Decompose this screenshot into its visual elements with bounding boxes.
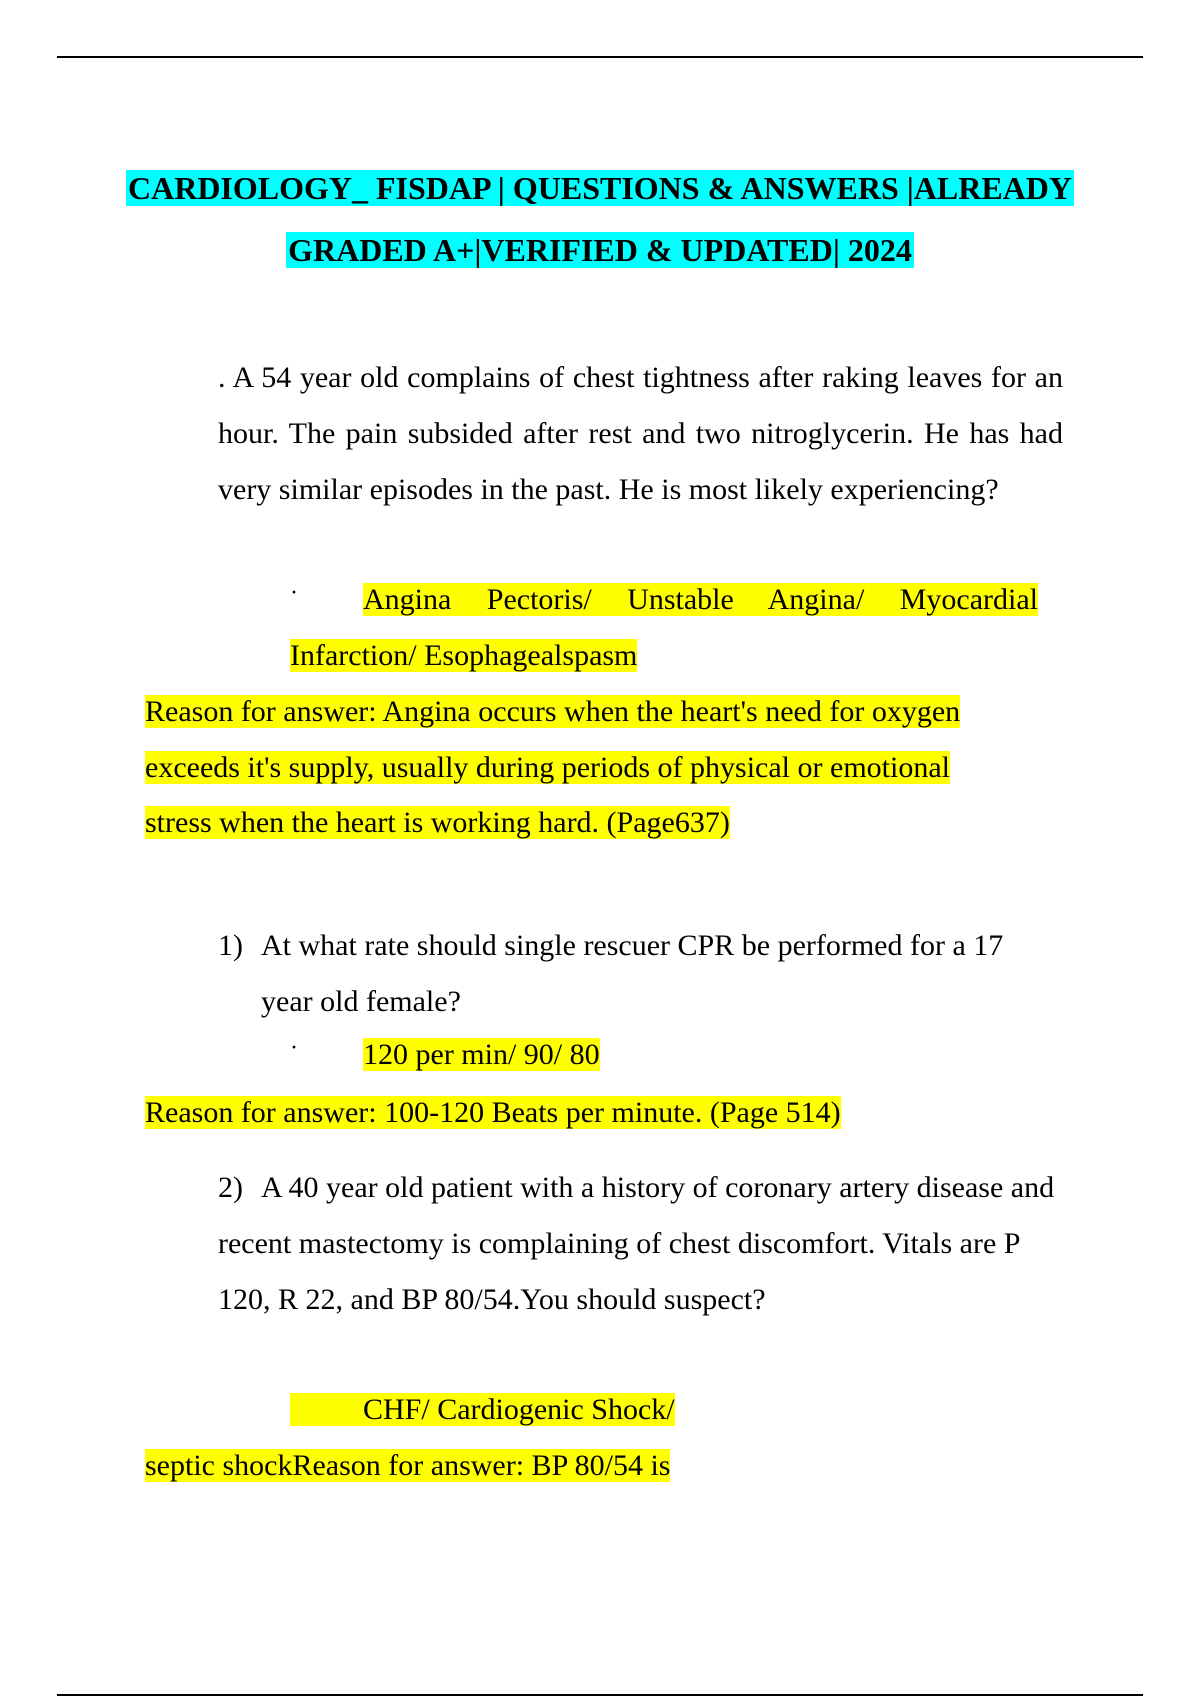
reason-2: Reason for answer: 100-120 Beats per minute. (Page 514)	[145, 1096, 841, 1129]
answer-3: CHF/ Cardiogenic Shock/	[290, 1390, 675, 1430]
answer-2-bullet: ·	[290, 1035, 298, 1061]
reason-1-line-1: Reason for answer: Angina occurs when the heart's need for oxygen	[145, 695, 961, 728]
answer-1-line-1: Angina Pectoris/ Unstable Angina/ Myocardial	[363, 583, 1038, 616]
reason-1-line-2: exceeds it's supply, usually during periods of physical or emotional	[145, 751, 950, 784]
reason-3: septic shockReason for answer: BP 80/54 is	[145, 1449, 671, 1482]
answer-1-line-2: Infarction/ Esophagealspasm	[290, 639, 638, 672]
answer-1-bullet: ·	[290, 580, 298, 606]
bottom-rule	[57, 1694, 1143, 1696]
question-3	[218, 1160, 1068, 1328]
question-2-number: 1)	[218, 929, 243, 962]
page-title-line-1: CARDIOLOGY_ FISDAP | QUESTIONS & ANSWERS |ALREADY	[127, 170, 1073, 206]
question-3-number: 2)	[218, 1171, 243, 1204]
page-title-line-2: GRADED A+|VERIFIED & UPDATED| 2024	[288, 232, 912, 268]
question-1-text: . A 54 year old complains of chest tightness after raking leaves for an hour. The pain subsided after rest and two nitroglycerin. He has had very similar episodes in the past. He is most likely experiencing?	[218, 361, 1063, 506]
reason-1-line-3: stress when the heart is working hard. (Page637)	[145, 806, 730, 839]
answer-2: 120 per min/ 90/ 80	[363, 1038, 600, 1071]
question-3-text: A 40 year old patient with a history of coronary artery disease and recent mastectomy is complaining of chest discomfort. Vitals are P 120, R 22, and BP 80/54.You should suspect?	[218, 1171, 1055, 1316]
question-2	[218, 918, 1068, 1030]
top-rule	[57, 56, 1143, 58]
question-2-text: At what rate should single rescuer CPR be performed for a 17 year old female?	[261, 929, 1004, 1018]
